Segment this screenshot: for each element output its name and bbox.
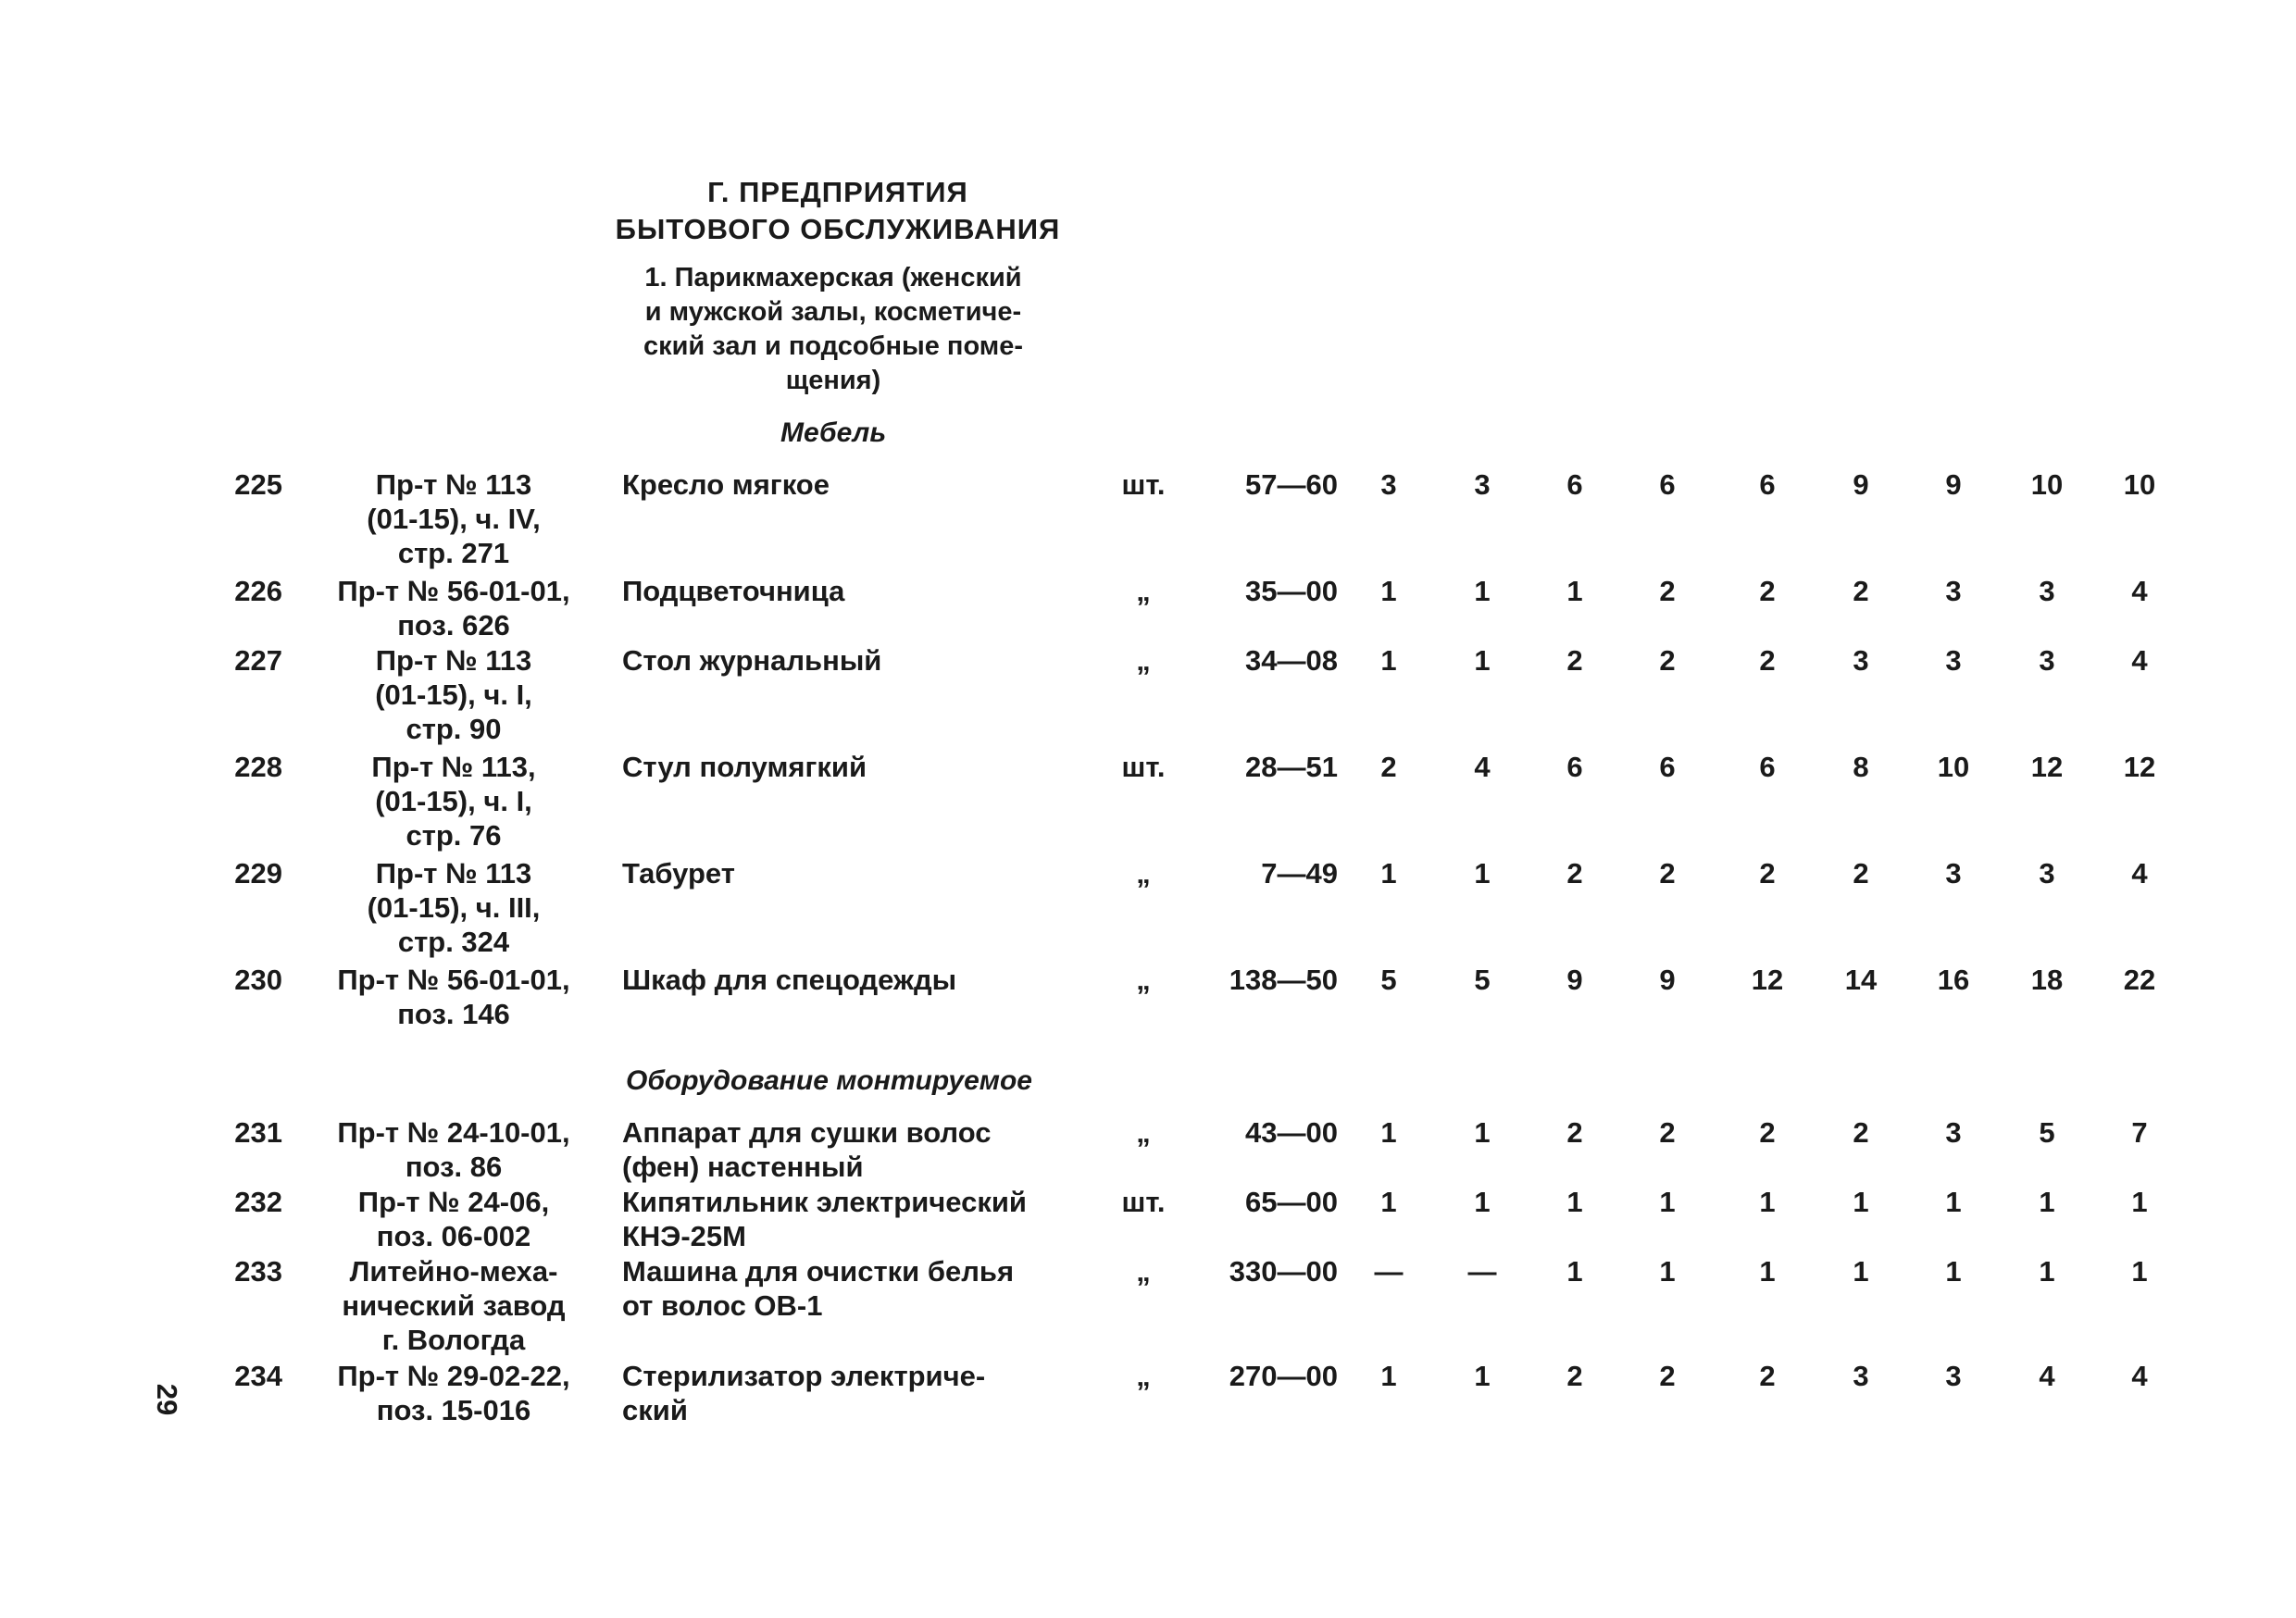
catalog-reference [315,1115,593,1184]
unit-price: 35—00 [1245,575,1338,607]
quantity-cell: 5 [1380,964,1397,996]
quantity-cell: 3 [1945,1116,1962,1149]
quantity-cell: 1 [1380,1116,1397,1149]
item-name-line: Аппарат для сушки волос [622,1116,992,1149]
quantity-cell: 3 [2039,575,2055,607]
quantity-cell: 3 [1853,644,1869,677]
item-name-line: Стерилизатор электриче- [622,1360,986,1392]
item-name-line: Шкаф для спецодежды [622,964,957,996]
quantity-cell: 1 [1380,1360,1397,1392]
item-name-line: от волос ОВ-1 [622,1289,823,1322]
quantity-cell: 4 [2131,575,2148,607]
unit-price: 65—00 [1245,1186,1338,1218]
subheading-line: и мужской залы, косметиче- [644,297,1022,327]
quantity-cell: 12 [1751,964,1784,996]
quantity-cell: 1 [2039,1186,2055,1218]
quantity-cell: 1 [1853,1255,1869,1288]
quantity-cell: 2 [1853,1116,1869,1149]
item-name-line: ский [622,1394,688,1426]
item-name-line: (фен) настенный [622,1151,864,1183]
quantity-cell: — [1467,1255,1497,1288]
quantity-cell: 10 [1937,751,1970,783]
row-number: 233 [234,1255,282,1288]
quantity-cell: 3 [1945,1360,1962,1392]
catalog-reference-line: (01-15), ч. I, [375,785,532,817]
quantity-cell: 9 [1853,468,1869,501]
catalog-reference-line: Пр-т № 24-06, [357,1186,550,1218]
item-name [622,643,1067,678]
unit-of-measure: „ [1136,1360,1151,1392]
quantity-cell: 1 [1659,1186,1676,1218]
quantity-cell: 2 [1853,857,1869,890]
catalog-reference-line: (01-15), ч. III, [367,891,541,924]
quantity-cell: 1 [1566,1255,1583,1288]
subsection-heading [602,261,1065,398]
quantity-cell: 4 [1474,751,1491,783]
catalog-reference [315,643,593,746]
heading-line: Г. ПРЕДПРИЯТИЯ [707,176,968,208]
unit-price: 43—00 [1245,1116,1338,1149]
catalog-reference [315,574,593,642]
item-name [622,750,1067,784]
quantity-cell: 2 [1759,644,1776,677]
quantity-cell: 2 [1659,644,1676,677]
item-name-line: Кипятильник электрический [622,1186,1027,1218]
catalog-reference-line: поз. 15-016 [376,1394,531,1426]
item-name-line: Машина для очистки белья [622,1255,1015,1288]
row-number: 232 [234,1186,282,1218]
quantity-cell: 10 [2123,468,2156,501]
quantity-cell: 2 [1659,575,1676,607]
quantity-cell: 22 [2123,964,2156,996]
quantity-cell: 2 [1380,751,1397,783]
catalog-reference-line: стр. 76 [406,819,502,852]
row-number: 234 [234,1360,282,1392]
item-name [622,1185,1067,1253]
quantity-cell: 1 [1759,1186,1776,1218]
quantity-cell: 1 [1380,857,1397,890]
row-number: 228 [234,751,282,783]
quantity-cell: 2 [1853,575,1869,607]
quantity-cell: 18 [2030,964,2064,996]
subheading-line: ский зал и подсобные поме- [643,331,1024,361]
catalog-reference-line: Пр-т № 56-01-01, [337,575,570,607]
quantity-cell: 1 [1945,1186,1962,1218]
quantity-cell: 1 [1474,1360,1491,1392]
unit-price: 138—50 [1229,964,1338,996]
catalog-reference-line: (01-15), ч. IV, [367,503,541,535]
quantity-cell: 1 [1853,1186,1869,1218]
quantity-cell: 6 [1759,751,1776,783]
quantity-cell: 1 [1474,1186,1491,1218]
unit-price: 270—00 [1229,1360,1338,1392]
item-name-line: КНЭ-25М [622,1220,746,1252]
unit-price: 57—60 [1245,468,1338,501]
item-name [622,1115,1067,1184]
quantity-cell: 14 [1844,964,1878,996]
quantity-cell: 1 [1474,857,1491,890]
quantity-cell: 5 [2039,1116,2055,1149]
row-number: 231 [234,1116,282,1149]
catalog-reference-line: поз. 86 [405,1151,503,1183]
catalog-reference-line: г. Вологда [381,1324,526,1356]
catalog-reference-line: Пр-т № 113, [371,751,536,783]
quantity-cell: 10 [2030,468,2064,501]
quantity-cell: 2 [1566,1360,1583,1392]
catalog-reference [315,1185,593,1253]
quantity-cell: 6 [1659,468,1676,501]
catalog-reference [315,1254,593,1357]
catalog-reference-line: поз. 06-002 [376,1220,531,1252]
item-name [622,1359,1067,1427]
item-name-line: Табурет [622,857,735,890]
quantity-cell: 2 [1659,1116,1676,1149]
quantity-cell: 1 [1474,575,1491,607]
quantity-cell: 7 [2131,1116,2148,1149]
quantity-cell: 6 [1759,468,1776,501]
unit-price: 330—00 [1229,1255,1338,1288]
catalog-reference-line: стр. 271 [397,537,510,569]
quantity-cell: — [1374,1255,1404,1288]
catalog-reference-line: поз. 626 [397,609,510,641]
item-name [622,574,1067,608]
catalog-reference-line: нический завод [342,1289,566,1322]
quantity-cell: 8 [1853,751,1869,783]
quantity-cell: 2 [1566,857,1583,890]
quantity-cell: 1 [1659,1255,1676,1288]
quantity-cell: 2 [1566,644,1583,677]
quantity-cell: 3 [1945,644,1962,677]
item-name [622,963,1067,997]
quantity-cell: 3 [1945,857,1962,890]
quantity-cell: 3 [1474,468,1491,501]
row-number: 227 [234,644,282,677]
catalog-reference-line: Пр-т № 24-10-01, [337,1116,570,1149]
item-name-line: Стол журнальный [622,644,882,677]
catalog-reference-line: Пр-т № 56-01-01, [337,964,570,996]
catalog-reference [315,750,593,853]
quantity-cell: 2 [1759,1116,1776,1149]
row-number: 229 [234,857,282,890]
quantity-cell: 9 [1945,468,1962,501]
section-label-equipment: Оборудование монтируемое [626,1065,1032,1096]
quantity-cell: 9 [1566,964,1583,996]
heading-line: БЫТОВОГО ОБСЛУЖИВАНИЯ [615,213,1061,245]
unit-price: 28—51 [1245,751,1338,783]
quantity-cell: 6 [1566,468,1583,501]
quantity-cell: 3 [1945,575,1962,607]
quantity-cell: 1 [1759,1255,1776,1288]
quantity-cell: 3 [1380,468,1397,501]
quantity-cell: 1 [1380,1186,1397,1218]
quantity-cell: 1 [2039,1255,2055,1288]
item-name-line: Подцветочница [622,575,845,607]
quantity-cell: 16 [1937,964,1970,996]
quantity-cell: 2 [1566,1116,1583,1149]
unit-of-measure: „ [1136,1116,1151,1149]
section-heading [593,174,1083,248]
catalog-reference-line: Литейно-меха- [349,1255,558,1288]
quantity-cell: 1 [1474,644,1491,677]
item-name [622,467,1067,502]
page-number: 29 [151,1383,183,1416]
quantity-cell: 2 [1659,1360,1676,1392]
quantity-cell: 4 [2131,1360,2148,1392]
row-number: 230 [234,964,282,996]
quantity-cell: 5 [1474,964,1491,996]
quantity-cell: 12 [2030,751,2064,783]
unit-of-measure: шт. [1121,468,1166,501]
quantity-cell: 1 [1566,1186,1583,1218]
catalog-reference-line: (01-15), ч. I, [375,678,532,711]
item-name-line: Стул полумягкий [622,751,867,783]
catalog-reference-line: Пр-т № 29-02-22, [337,1360,570,1392]
catalog-reference-line: стр. 324 [397,926,510,958]
section-label-furniture: Мебель [780,417,887,448]
quantity-cell: 3 [2039,644,2055,677]
unit-of-measure: шт. [1121,751,1166,783]
item-name [622,1254,1067,1323]
quantity-cell: 2 [1759,575,1776,607]
unit-of-measure: „ [1136,964,1151,996]
catalog-reference-line: поз. 146 [397,998,510,1030]
catalog-reference-line: Пр-т № 113 [375,857,532,890]
quantity-cell: 2 [1759,1360,1776,1392]
unit-of-measure: „ [1136,575,1151,607]
quantity-cell: 3 [2039,857,2055,890]
catalog-reference [315,856,593,959]
catalog-reference-line: Пр-т № 113 [375,644,532,677]
unit-of-measure: „ [1136,857,1151,890]
quantity-cell: 1 [2131,1186,2148,1218]
quantity-cell: 4 [2131,644,2148,677]
subheading-line: 1. Парикмахерская (женский [644,263,1022,292]
subheading-line: щения) [785,366,881,395]
catalog-reference-line: Пр-т № 113 [375,468,532,501]
catalog-reference-line: стр. 90 [406,713,502,745]
quantity-cell: 6 [1566,751,1583,783]
row-number: 226 [234,575,282,607]
catalog-reference [315,963,593,1031]
quantity-cell: 1 [1474,1116,1491,1149]
quantity-cell: 1 [1380,644,1397,677]
quantity-cell: 1 [1945,1255,1962,1288]
quantity-cell: 4 [2039,1360,2055,1392]
quantity-cell: 1 [2131,1255,2148,1288]
catalog-reference [315,1359,593,1427]
quantity-cell: 9 [1659,964,1676,996]
catalog-reference [315,467,593,570]
unit-of-measure: „ [1136,644,1151,677]
item-name-line: Кресло мягкое [622,468,830,501]
unit-of-measure: шт. [1121,1186,1166,1218]
quantity-cell: 3 [1853,1360,1869,1392]
quantity-cell: 1 [1566,575,1583,607]
quantity-cell: 2 [1759,857,1776,890]
row-number: 225 [234,468,282,501]
item-name [622,856,1067,890]
quantity-cell: 12 [2123,751,2156,783]
unit-price: 34—08 [1245,644,1338,677]
unit-of-measure: „ [1136,1255,1151,1288]
quantity-cell: 4 [2131,857,2148,890]
quantity-cell: 6 [1659,751,1676,783]
quantity-cell: 2 [1659,857,1676,890]
unit-price: 7—49 [1261,857,1338,890]
quantity-cell: 1 [1380,575,1397,607]
